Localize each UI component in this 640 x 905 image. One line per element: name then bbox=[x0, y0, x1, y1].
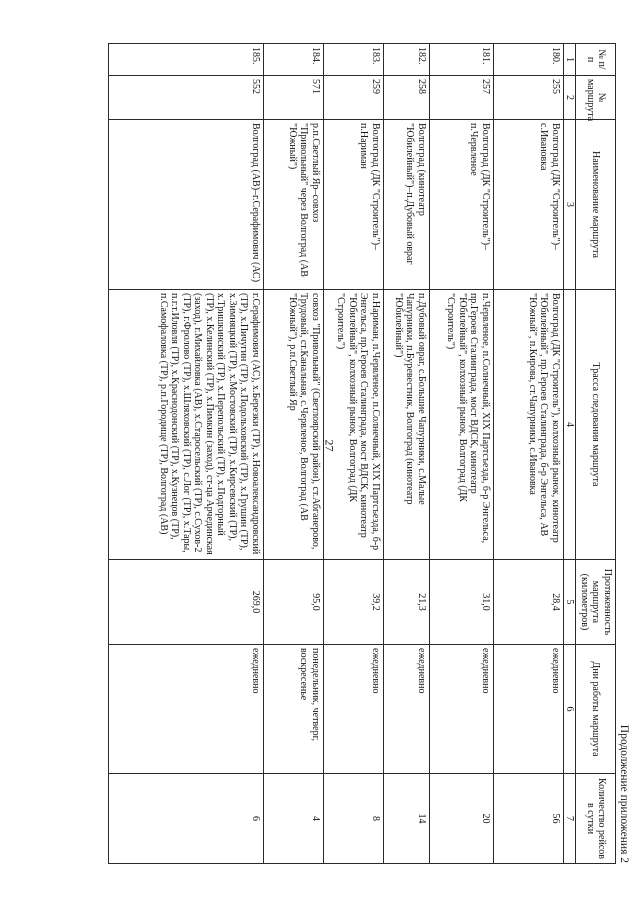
row-length: 21,3 bbox=[384, 559, 430, 644]
row-num: 185. bbox=[109, 43, 264, 75]
continuation-title: Продолжение приложения 2 bbox=[618, 724, 630, 863]
row-length: 39,2 bbox=[324, 559, 384, 644]
row-route-path: п.Дубовый овраг, с.Большие Чапурники, с.Малые Чапурники, п.Буревестник, Волгоград (кинотеатр "Юбилейный") bbox=[384, 289, 430, 559]
column-number: 4 bbox=[564, 289, 577, 559]
row-length: 95,0 bbox=[264, 559, 324, 644]
row-route-name: Волгоград (кинотеатр "Юбилейный")–п.Дубовый овраг bbox=[384, 119, 430, 289]
row-days: ежедневно bbox=[384, 644, 430, 773]
row-trips: 56 bbox=[494, 773, 564, 863]
table-row bbox=[264, 43, 324, 863]
column-number: 3 bbox=[564, 119, 577, 289]
column-number: 6 bbox=[564, 644, 577, 773]
row-days: ежедневно bbox=[430, 644, 494, 773]
row-num: 182. bbox=[384, 43, 430, 75]
row-days: понедельник, четверг, воскресенье bbox=[264, 644, 324, 773]
row-length: 31,0 bbox=[430, 559, 494, 644]
routes-table bbox=[108, 43, 616, 864]
row-num: 181. bbox=[430, 43, 494, 75]
row-length: 269,0 bbox=[109, 559, 264, 644]
row-days: ежедневно bbox=[109, 644, 264, 773]
table-row bbox=[430, 43, 494, 863]
header-days: Дни работы маршрута bbox=[576, 644, 616, 773]
column-number: 5 bbox=[564, 559, 577, 644]
row-route-name: Волгоград (ДК "Строитель")–п.Нариман bbox=[324, 119, 384, 289]
row-days: ежедневно bbox=[494, 644, 564, 773]
rotated-table-page bbox=[50, 43, 630, 863]
row-trips: 20 bbox=[430, 773, 494, 863]
header-row bbox=[576, 43, 616, 863]
row-route-name: Волгоград (АВ)–г.Серафимович (АС) bbox=[109, 119, 264, 289]
row-num: 183. bbox=[324, 43, 384, 75]
row-route-num: 259 bbox=[324, 75, 384, 119]
row-route-path: совхоз "Привольный" (Светлоярский район), ст.Абганерово, Трудовый, ст.Канальная, с.Червленое, Волгоград (АВ "Южный"), р.п.Светлый Яр bbox=[264, 289, 324, 559]
table-row bbox=[384, 43, 430, 863]
table-row bbox=[494, 43, 564, 863]
column-numbers-row bbox=[564, 43, 577, 863]
header-num: № п/п bbox=[576, 43, 616, 75]
row-route-path: Волгоград (ДК "Строитель"), колхозный рынок, кинотеатр "Юбилейный", пр.Героев Сталинграда, б-р Энгельса, АВ "Южный", п.Кирова, ст.Чапурники, с.Ивановка bbox=[494, 289, 564, 559]
row-route-name: Волгоград (ДК "Строитель")–с.Ивановка bbox=[494, 119, 564, 289]
row-route-num: 258 bbox=[384, 75, 430, 119]
header-route-path: Трасса следования маршрута bbox=[576, 289, 616, 559]
row-route-num: 255 bbox=[494, 75, 564, 119]
row-trips: 6 bbox=[109, 773, 264, 863]
row-route-path: п.Червленое, п.Солнечный, XIX Партсъезда, б-р Энгельса, пр.Героев Сталинграда, мост ВДСК, кинотеатр "Юбилейный", колхозный рынок, Волгоград (ДК "Строитель") bbox=[430, 289, 494, 559]
header-trips: Количество рейсов в сутки bbox=[576, 773, 616, 863]
row-num: 184. bbox=[264, 43, 324, 75]
row-num: 180. bbox=[494, 43, 564, 75]
table-row bbox=[109, 43, 264, 863]
column-number: 7 bbox=[564, 773, 577, 863]
header-route-name: Наименование маршрута bbox=[576, 119, 616, 289]
table-row bbox=[324, 43, 384, 863]
row-trips: 14 bbox=[384, 773, 430, 863]
row-route-name: Волгоград (ДК "Строитель")–п.Червленое bbox=[430, 119, 494, 289]
row-route-num: 552 bbox=[109, 75, 264, 119]
row-route-num: 571 bbox=[264, 75, 324, 119]
page-number: 27 bbox=[322, 439, 337, 452]
row-route-num: 257 bbox=[430, 75, 494, 119]
header-length: Протяженность маршрута (километров) bbox=[576, 559, 616, 644]
column-number: 1 bbox=[564, 43, 577, 75]
column-number: 2 bbox=[564, 75, 577, 119]
row-route-path: г.Серафимович (АС), х.Березки (ТР), х.Новоалександровский (ТР), х.Пичугин (ТР), х.Подольховский (ТР), х.Грушин (ТР), х.Зимняцкий (ТР), х.Мостовский (ТР), х.Кирсевский (ТР), х.Тришкинский (ТР), х.Перепольский (ТР), х.Подгорный (ТР), х.Келинский (ТР), х.Пимкин (заход), ст-ца Арчединская (заход), г.Михайловка (АВ), х.Старосельский (ТР), с.Сухов-2 (ТР), г.Фролово (ТР), х.Шляховский (ТР), с.Лог (ТР), х.Тары, п.г.т.Иловля (ТР), х.Краснодонский (ТР), х.Кузнецов (ТР), п.Самофаловка (ТР), р.п.Городище (ТР), Волгоград (АВ) bbox=[109, 289, 264, 559]
row-length: 28,4 bbox=[494, 559, 564, 644]
row-trips: 4 bbox=[264, 773, 324, 863]
header-route-num: № маршрута bbox=[576, 75, 616, 119]
row-days: ежедневно bbox=[324, 644, 384, 773]
row-trips: 8 bbox=[324, 773, 384, 863]
row-route-path: п.Нариман, п.Червленое, п.Солнечный, XIX Партсъезда, б-р Энгельса, пр.Героев Сталинграда, мост ВДСК, кинотеатр "Юбилейный", колхозный рынок, Волгоград (ДК "Строитель") bbox=[324, 289, 384, 559]
row-route-name: р.п.Светлый Яр–совхоз "Привольный" через Волгоград (АВ "Южный") bbox=[264, 119, 324, 289]
